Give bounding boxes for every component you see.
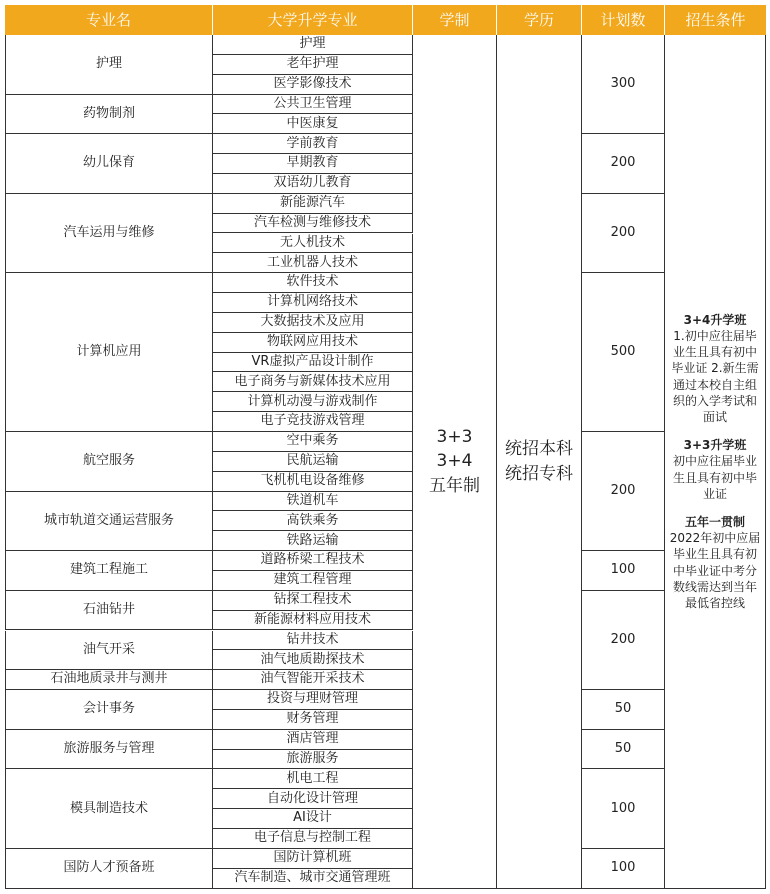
sub-major: 建筑工程管理 <box>213 571 413 591</box>
condition-3-3 <box>669 437 761 502</box>
major-name: 会计事务 <box>5 690 213 730</box>
schooling-cell <box>413 35 497 889</box>
major-name: 药物制剂 <box>5 95 213 135</box>
education-junior-college: 统招专科 <box>505 463 573 484</box>
major-name: 石油钻井 <box>5 591 213 631</box>
sub-major: 汽车制造、城市交通管理班 <box>213 869 413 889</box>
sub-major: AI设计 <box>213 809 413 829</box>
sub-major: 自动化设计管理 <box>213 789 413 809</box>
sub-major: 计算机动漫与游戏制作 <box>213 392 413 412</box>
plan-count: 200 <box>582 134 665 194</box>
major-name: 旅游服务与管理 <box>5 730 213 770</box>
sub-major: 空中乘务 <box>213 432 413 452</box>
education-cell <box>497 35 582 889</box>
sub-major: 高铁乘务 <box>213 511 413 531</box>
condition-3-4-title: 3+4升学班 <box>683 312 747 327</box>
condition-five-year <box>669 514 761 611</box>
sub-major: 新能源汽车 <box>213 194 413 214</box>
sub-major: 飞机机电设备维修 <box>213 472 413 492</box>
sub-major: 无人机技术 <box>213 234 413 254</box>
sub-major: 道路桥梁工程技术 <box>213 551 413 571</box>
major-name: 汽车运用与维修 <box>5 194 213 273</box>
condition-3-4-text: 1.初中应往届毕业生且具有初中毕业证 2.新生需通过本校自主组织的入学考试和面试 <box>671 329 759 425</box>
sub-major: 大数据技术及应用 <box>213 313 413 333</box>
header-schooling: 学制 <box>413 5 497 35</box>
plan-count: 300 <box>582 35 665 134</box>
sub-major: 双语幼儿教育 <box>213 174 413 194</box>
sub-major: 中医康复 <box>213 114 413 134</box>
sub-major: 钻井技术 <box>213 631 413 651</box>
sub-major: 旅游服务 <box>213 750 413 770</box>
schooling-3-3: 3+3 <box>436 426 473 447</box>
plan-count: 200 <box>582 194 665 273</box>
sub-major: 民航运输 <box>213 452 413 472</box>
education-undergrad: 统招本科 <box>505 438 573 459</box>
plan-count: 100 <box>582 551 665 591</box>
sub-major: 投资与理财管理 <box>213 690 413 710</box>
sub-major: 新能源材料应用技术 <box>213 611 413 631</box>
sub-major: 铁道机车 <box>213 492 413 512</box>
schooling-3-4: 3+4 <box>436 451 473 472</box>
header-university-major: 大学升学专业 <box>213 5 413 35</box>
major-name: 模具制造技术 <box>5 769 213 848</box>
sub-major: 老年护理 <box>213 55 413 75</box>
sub-major: 机电工程 <box>213 769 413 789</box>
sub-major: 财务管理 <box>213 710 413 730</box>
sub-major: 早期教育 <box>213 154 413 174</box>
sub-major: 护理 <box>213 35 413 55</box>
condition-3-3-text: 初中应往届毕业生且具有初中毕业证 <box>672 454 757 501</box>
header-major: 专业名 <box>5 5 213 35</box>
plan-count: 200 <box>582 432 665 551</box>
conditions-cell <box>665 35 766 889</box>
sub-major: 软件技术 <box>213 273 413 293</box>
sub-major: 公共卫生管理 <box>213 95 413 115</box>
major-name: 航空服务 <box>5 432 213 492</box>
schooling-five-year: 五年制 <box>429 475 480 496</box>
header-plan: 计划数 <box>582 5 665 35</box>
sub-major: 电子信息与控制工程 <box>213 829 413 849</box>
major-name: 建筑工程施工 <box>5 551 213 591</box>
plan-count: 50 <box>582 730 665 770</box>
plan-count: 200 <box>582 591 665 690</box>
condition-3-4 <box>669 312 761 425</box>
header-conditions: 招生条件 <box>665 5 766 35</box>
condition-3-3-title: 3+3升学班 <box>683 438 747 453</box>
condition-five-year-title: 五年一贯制 <box>684 514 745 529</box>
major-name: 石油地质录井与测井 <box>5 670 213 690</box>
major-name: 幼儿保育 <box>5 134 213 194</box>
sub-major: 医学影像技术 <box>213 75 413 95</box>
major-name: 油气开采 <box>5 631 213 671</box>
major-name: 城市轨道交通运营服务 <box>5 492 213 552</box>
sub-major: 工业机器人技术 <box>213 253 413 273</box>
major-name: 国防人才预备班 <box>5 849 213 889</box>
sub-major: 油气地质勘探技术 <box>213 650 413 670</box>
sub-major: 物联网应用技术 <box>213 333 413 353</box>
plan-count: 50 <box>582 690 665 730</box>
condition-five-year-text: 2022年初中应届毕业生且具有初中毕业证中考分数线需达到当年最低省控线 <box>669 531 761 610</box>
major-name: 计算机应用 <box>5 273 213 432</box>
header-education: 学历 <box>497 5 582 35</box>
plan-count: 500 <box>582 273 665 432</box>
sub-major: 计算机网络技术 <box>213 293 413 313</box>
sub-major: 汽车检测与维修技术 <box>213 214 413 234</box>
major-name: 护理 <box>5 35 213 95</box>
sub-major: 电子商务与新媒体技术应用 <box>213 372 413 392</box>
sub-major: 国防计算机班 <box>213 849 413 869</box>
sub-major: 铁路运输 <box>213 531 413 551</box>
sub-major: 油气智能开采技术 <box>213 670 413 690</box>
sub-major: 钻探工程技术 <box>213 591 413 611</box>
sub-major: 学前教育 <box>213 134 413 154</box>
sub-major: 电子竞技游戏管理 <box>213 412 413 432</box>
plan-count: 100 <box>582 849 665 889</box>
sub-major: VR虚拟产品设计制作 <box>213 353 413 373</box>
plan-count: 100 <box>582 769 665 848</box>
sub-major: 酒店管理 <box>213 730 413 750</box>
